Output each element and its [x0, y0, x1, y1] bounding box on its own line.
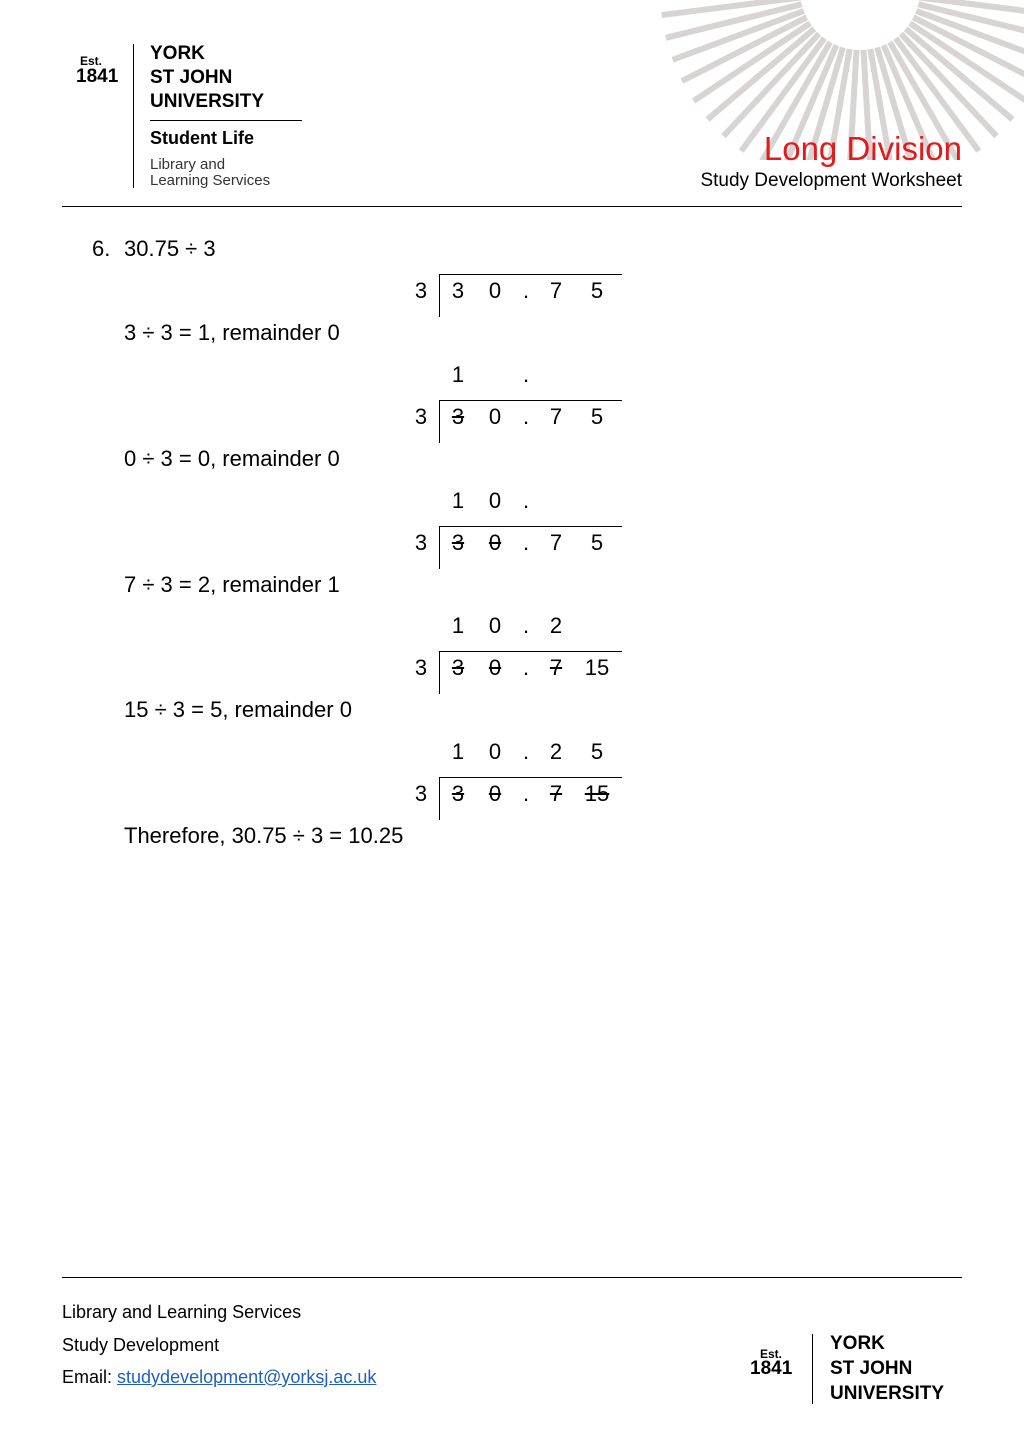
email-label: Email: — [62, 1367, 113, 1387]
step-explanation: Therefore, 30.75 ÷ 3 = 10.25 — [124, 823, 404, 848]
dividend-digit: . — [522, 404, 530, 429]
dividend-digit: . — [522, 655, 530, 680]
quotient-digit: . — [522, 613, 530, 638]
quotient-digit: 5 — [590, 739, 604, 764]
quotient-digit: 0 — [488, 613, 502, 638]
quotient-digit: 1 — [451, 362, 465, 387]
problem-expression: 30.75 ÷ 3 — [124, 236, 216, 261]
quotient-digit: 1 — [451, 613, 465, 638]
footer-line-1: Library and Learning Services — [62, 1302, 302, 1322]
university-logo-name — [150, 42, 264, 114]
quotient-digit: 1 — [451, 739, 465, 764]
dividend-digit: 5 — [590, 404, 604, 429]
division-bar — [439, 400, 622, 401]
dividend-digit-crossed: 7 — [549, 781, 563, 806]
email-link[interactable]: studydevelopment@yorksj.ac.uk — [117, 1367, 377, 1387]
dividend-digit-crossed: 3 — [451, 781, 465, 806]
step-explanation: 7 ÷ 3 = 2, remainder 1 — [124, 572, 340, 597]
dividend-digit: 5 — [590, 278, 604, 303]
dividend-digit: 7 — [549, 404, 563, 429]
divisor: 3 — [414, 530, 428, 555]
divisor: 3 — [414, 655, 428, 680]
division-bar — [439, 526, 622, 527]
quotient-digit: . — [522, 362, 530, 387]
dividend-digit-crossed: 0 — [488, 781, 502, 806]
quotient-digit: . — [522, 739, 530, 764]
logo-line-3: UNIVERSITY — [150, 91, 265, 112]
footer-logo-line-1: YORK — [830, 1333, 885, 1354]
dividend-digit-crossed: 3 — [451, 404, 465, 429]
division-bar — [439, 651, 622, 652]
problem-number: 6. — [92, 236, 111, 261]
quotient-digit: 2 — [549, 613, 563, 638]
divisor: 3 — [414, 781, 428, 806]
step-explanation: 0 ÷ 3 = 0, remainder 0 — [124, 446, 340, 471]
dividend-digit-crossed: 15 — [584, 781, 610, 806]
divisor: 3 — [414, 404, 428, 429]
dividend-digit: 7 — [549, 278, 563, 303]
logo-line-2: ST JOHN — [150, 67, 233, 88]
footer-logo-name — [830, 1331, 944, 1406]
division-bar — [439, 274, 622, 275]
quotient-digit: 2 — [549, 739, 563, 764]
dividend-digit: 5 — [590, 530, 604, 555]
dividend-digit-crossed: 3 — [451, 655, 465, 680]
dividend-digit: 3 — [451, 278, 465, 303]
quotient-digit: 1 — [451, 488, 465, 513]
logo-department — [150, 157, 270, 189]
logo-year: 1841 — [76, 66, 119, 87]
logo-est: Est. — [80, 54, 103, 68]
division-bar — [439, 777, 622, 778]
logo-line-1: YORK — [150, 43, 205, 64]
dividend-digit-crossed: 3 — [451, 530, 465, 555]
footer-line-2: Study Development — [62, 1335, 220, 1355]
page-subtitle: Study Development Worksheet — [700, 170, 962, 191]
dividend-digit: . — [522, 278, 530, 303]
page-title: Long Division — [763, 130, 962, 167]
footer-logo-divider — [812, 1334, 813, 1404]
dividend-digit-crossed: 7 — [549, 655, 563, 680]
step-explanation: 15 ÷ 3 = 5, remainder 0 — [124, 697, 352, 722]
logo-unit: Student Life — [150, 128, 254, 148]
dividend-digit-crossed: 0 — [488, 655, 502, 680]
divisor: 3 — [414, 278, 428, 303]
footer-email-row — [62, 1367, 376, 1388]
dividend-digit: 0 — [488, 278, 502, 303]
logo-dept-2: Learning Services — [150, 172, 271, 189]
footer-rule — [62, 1277, 962, 1278]
footer-logo-year: 1841 — [750, 1358, 793, 1379]
header-rule — [62, 206, 962, 207]
logo-dept-1: Library and — [150, 156, 226, 173]
step-explanation: 3 ÷ 3 = 1, remainder 0 — [124, 320, 340, 345]
dividend-digit: . — [522, 530, 530, 555]
footer-logo-line-3: UNIVERSITY — [830, 1383, 945, 1404]
dividend-digit: 15 — [584, 655, 610, 680]
quotient-digit: 0 — [488, 488, 502, 513]
quotient-digit: 0 — [488, 739, 502, 764]
dividend-digit: . — [522, 781, 530, 806]
dividend-digit-crossed: 0 — [488, 530, 502, 555]
footer-logo-line-2: ST JOHN — [830, 1358, 913, 1379]
logo-rule — [150, 120, 302, 121]
dividend-digit: 0 — [488, 404, 502, 429]
footer-logo-est: Est. — [760, 1347, 783, 1361]
quotient-digit: . — [522, 488, 530, 513]
dividend-digit: 7 — [549, 530, 563, 555]
logo-divider — [133, 44, 134, 188]
